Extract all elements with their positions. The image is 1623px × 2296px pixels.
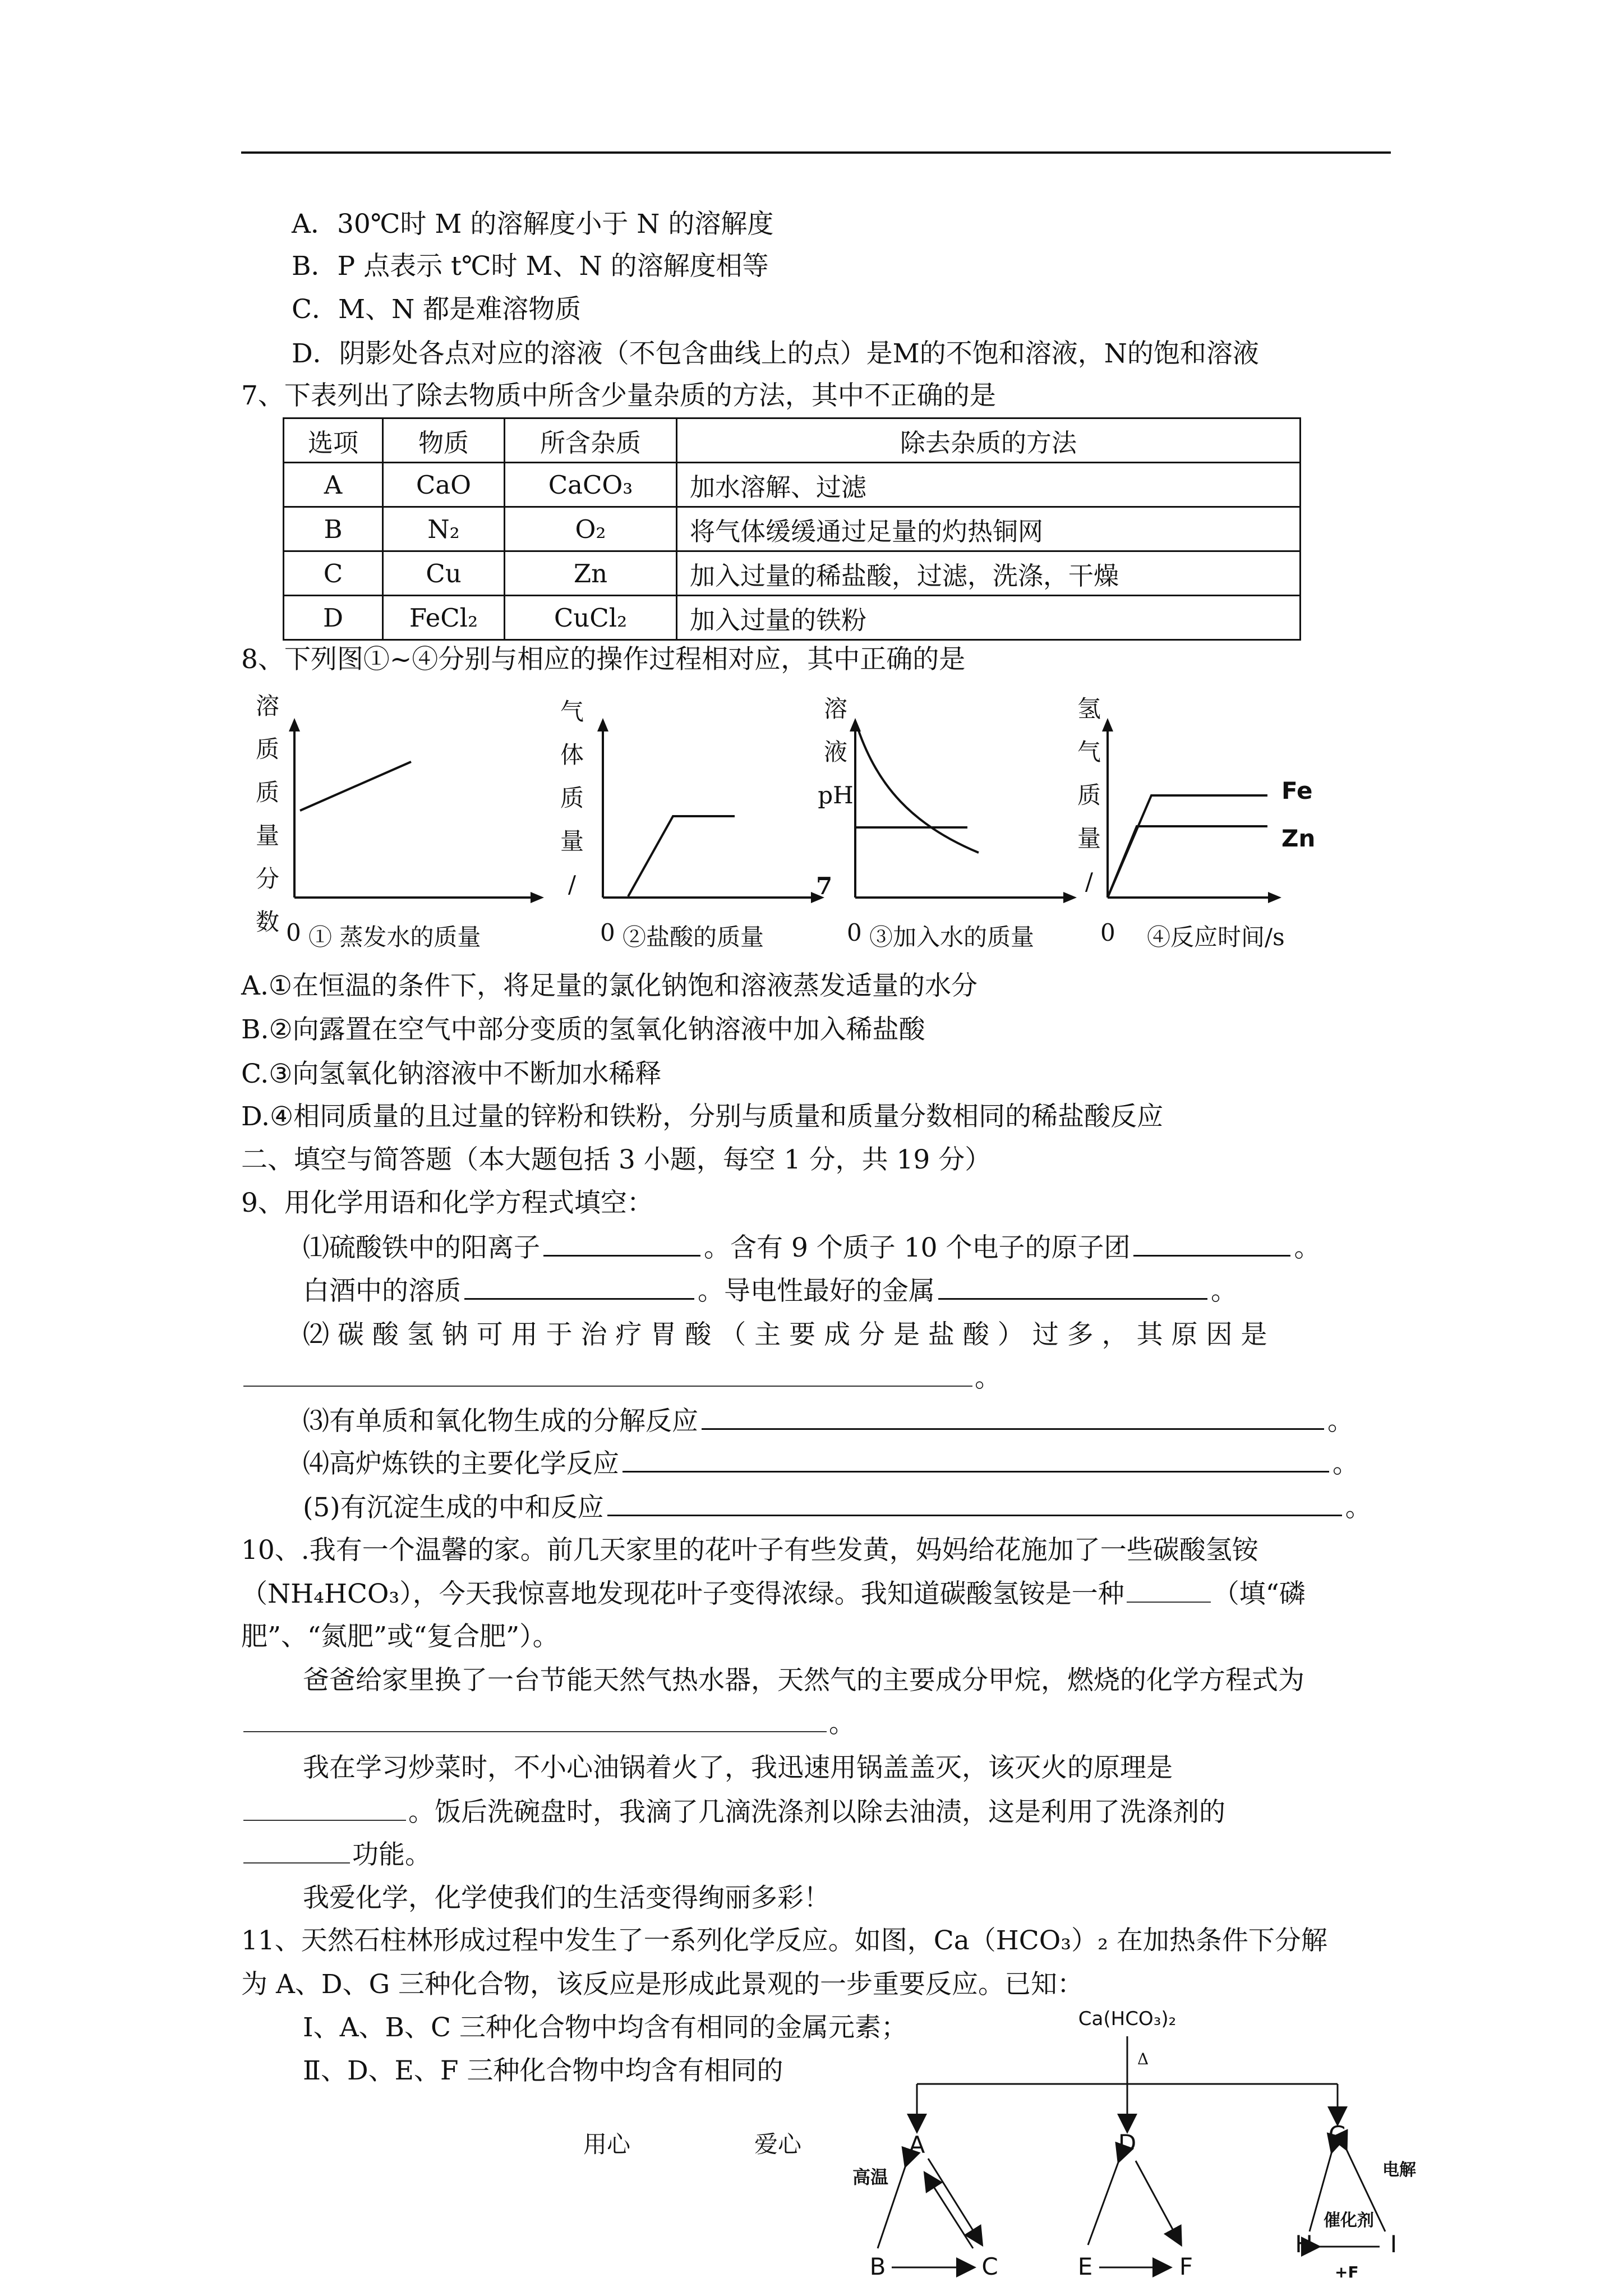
blank-neutralization[interactable]	[607, 1490, 1342, 1516]
graph2-origin: 0	[600, 919, 615, 946]
diagram-label-dianjie: 电解	[1382, 2160, 1416, 2180]
graph4-ylabel: 氢 气 质 量 /	[1077, 695, 1101, 895]
q10-line4: 爸爸给家里换了一台节能天然气热水器，天然气的主要成分甲烷，燃烧的化学方程式为	[303, 1665, 1304, 1696]
diagram-arrow-a-c	[928, 2159, 981, 2244]
header-substance: 物质	[383, 418, 505, 463]
header-impurity: 所含杂质	[505, 418, 677, 463]
graph2-curve	[628, 816, 735, 896]
graph2-ylabel: 气 体 质 量 /	[560, 698, 584, 898]
graph4-y-arrow-icon	[1102, 718, 1113, 731]
table-header-row	[284, 418, 1301, 463]
graph1-curve	[300, 762, 411, 811]
diagram-node-d: D	[1118, 2129, 1137, 2157]
diagram-node-b: B	[869, 2253, 886, 2280]
diagram-label-cuihuaji: 催化剂	[1324, 2211, 1374, 2230]
blank-extinguish[interactable]	[243, 1795, 406, 1821]
cell-substance: N₂	[383, 507, 505, 551]
graph4-series-fe: Fe	[1281, 777, 1313, 804]
diagram-top-compound: Ca(HCO₃)₂	[1078, 2008, 1177, 2030]
blank-decomposition[interactable]	[702, 1404, 1324, 1430]
table-row	[284, 463, 1301, 507]
q8-option-c: C.③向氢氧化钠溶液中不断加水稀释	[241, 1059, 662, 1089]
diagram-arrow-c-a	[925, 2174, 973, 2248]
cell-substance: CaO	[383, 463, 505, 507]
q8-option-a: A.①在恒温的条件下，将足量的氯化钠饱和溶液蒸发适量的水分	[241, 970, 978, 1001]
cell-method: 将气体缓缓通过足量的灼热铜网	[677, 507, 1301, 551]
q10-line8: 功能。	[241, 1838, 431, 1872]
blank-detergent[interactable]	[243, 1838, 350, 1864]
q10-line1: 10、.我有一个温馨的家。前几天家里的花叶子有些发黄，妈妈给花施加了一些碳酸氢铵	[241, 1535, 1258, 1566]
q10-line9: 我爱化学，化学使我们的生活变得绚丽多彩！	[303, 1883, 830, 1913]
cell-impurity: O₂	[505, 507, 677, 551]
diagram-node-i: I	[1390, 2230, 1398, 2258]
graph1-chart	[283, 718, 547, 909]
q6-option-a: A．30℃时 M 的溶解度小于 N 的溶解度	[292, 209, 774, 240]
graph3-chart	[844, 718, 1080, 909]
diagram-label-plus-f: +F	[1335, 2263, 1359, 2281]
graph4-fe-curve	[1108, 795, 1267, 898]
q9-line1: ⑴硫酸铁中的阳离子 。含有 9 个质子 10 个电子的原子团 。	[303, 1230, 1320, 1265]
q10-line6: 我在学习炒菜时，不小心油锅着火了，我迅速用锅盖盖灭，该灭火的原理是	[303, 1752, 1173, 1783]
blank-blast-furnace[interactable]	[623, 1446, 1329, 1473]
q10-line7: 。饭后洗碗盘时，我滴了几滴洗涤剂以除去油渍，这是利用了洗涤剂的	[241, 1795, 1225, 1829]
graph1-ylabel: 溶 质 质 量 分 数	[255, 692, 279, 936]
q10-line3: 肥”、“氮肥”或“复合肥”）。	[241, 1621, 559, 1652]
q8-stem: 8、下列图①~④分别与相应的操作过程相对应，其中正确的是	[241, 644, 966, 675]
q9-line3-answer: 。	[241, 1361, 1001, 1395]
graph3-tick-7: 7	[816, 872, 833, 900]
q8-option-d: D.④相同质量的且过量的锌粉和铁粉，分别与质量和质量分数相同的稀盐酸反应	[241, 1101, 1164, 1132]
diagram-node-c: C	[981, 2253, 998, 2280]
diagram-delta: Δ	[1137, 2050, 1149, 2068]
q9-stem: 9、用化学用语和化学方程式填空：	[241, 1188, 653, 1218]
graph3-ylabel: 溶 液 pH	[818, 695, 854, 809]
q6-option-c: C．M、N 都是难溶物质	[292, 294, 582, 325]
graph4-chart	[1096, 718, 1366, 909]
graph4-x-arrow-icon	[1268, 892, 1281, 903]
diagram-node-f: F	[1179, 2253, 1193, 2280]
cell-impurity: CuCl₂	[505, 596, 677, 640]
graph1-origin: 0	[286, 919, 301, 946]
q7-stem: 7、下表列出了除去物质中所含少量杂质的方法，其中不正确的是	[241, 380, 996, 411]
diagram-node-a: A	[909, 2131, 925, 2159]
q9-line2: 白酒中的溶质 。导电性最好的金属 。	[303, 1273, 1237, 1308]
diagram-arrow-e-d	[1088, 2161, 1119, 2245]
diagram-label-gaowen: 高温	[852, 2166, 889, 2188]
q9-line4: ⑶有单质和氧化物生成的分解反应 。	[303, 1404, 1354, 1438]
blank-fertilizer[interactable]	[1127, 1577, 1211, 1603]
blank-cation[interactable]	[543, 1230, 700, 1257]
graph2-chart	[592, 718, 827, 909]
q7-table	[283, 417, 1301, 641]
diagram-arrow-d-f	[1136, 2161, 1181, 2244]
footer-right: 爱心	[754, 2131, 802, 2158]
section2-heading: 二、填空与简答题（本大题包括 3 小题，每空 1 分，共 19 分）	[241, 1144, 992, 1175]
cell-option: A	[284, 463, 383, 507]
blank-solute[interactable]	[464, 1273, 694, 1300]
cell-method: 加入过量的稀盐酸，过滤，洗涤，干燥	[677, 551, 1301, 596]
graph3-curve	[858, 729, 979, 853]
header-rule	[241, 151, 1391, 154]
graph3-origin: 0	[847, 919, 862, 946]
graph1-x-arrow-icon	[531, 892, 544, 903]
q6-option-b: B．P 点表示 t℃时 M、N 的溶解度相等	[292, 251, 769, 282]
graph1-y-arrow-icon	[289, 718, 300, 731]
blank-best-conductor[interactable]	[938, 1273, 1207, 1300]
header-option: 选项	[284, 418, 383, 463]
cell-impurity: CaCO₃	[505, 463, 677, 507]
cell-method: 加水溶解、过滤	[677, 463, 1301, 507]
graph4-xlabel: ④反应时间/s	[1147, 923, 1285, 951]
graph2-y-arrow-icon	[597, 718, 608, 731]
header-method: 除去杂质的方法	[677, 418, 1301, 463]
q9-line5: ⑷高炉炼铁的主要化学反应 。	[303, 1446, 1359, 1481]
graph2-xlabel: ②盐酸的质量	[623, 923, 764, 951]
diagram-node-g: G	[1328, 2121, 1347, 2148]
blank-atomic-group[interactable]	[1133, 1230, 1290, 1257]
q9-line3: ⑵ 碳 酸 氢 钠 可 用 于 治 疗 胃 酸 （ 主 要 成 分 是 盐 酸 ） 过 多 ， 其 原 因 是	[303, 1319, 1267, 1350]
table-row	[284, 551, 1301, 596]
q8-option-b: B.②向露置在空气中部分变质的氢氧化钠溶液中加入稀盐酸	[241, 1014, 925, 1045]
blank-reason[interactable]	[243, 1361, 972, 1387]
q11-line3: Ⅰ、A、B、C 三种化合物中均含有相同的金属元素；	[303, 2012, 907, 2043]
cell-option: C	[284, 551, 383, 596]
q10-line5: 。	[241, 1706, 855, 1741]
cell-option: D	[284, 596, 383, 640]
q6-option-d: D．阴影处各点对应的溶液（不包含曲线上的点）是M的不饱和溶液，N的饱和溶液	[292, 338, 1259, 369]
footer-left: 用心	[583, 2131, 631, 2158]
cell-impurity: Zn	[505, 551, 677, 596]
graph1-xlabel: ① 蒸发水的质量	[308, 923, 481, 951]
q11-line2: 为 A、D、G 三种化合物，该反应是形成此景观的一步重要反应。已知：	[241, 1969, 1084, 2000]
blank-methane-equation[interactable]	[243, 1706, 827, 1732]
q10-line2: （NH₄HCO₃），今天我惊喜地发现花叶子变得浓绿。我知道碳酸氢铵是一种 （填“磷	[241, 1577, 1306, 1611]
q11-line1: 11、天然石柱林形成过程中发生了一系列化学反应。如图，Ca（HCO₃）₂ 在加热条件下分解	[241, 1925, 1327, 1956]
graph3-xlabel: ③加入水的质量	[869, 923, 1035, 951]
graph4-series-zn: Zn	[1281, 825, 1316, 852]
q9-line6: (5)有沉淀生成的中和反应 。	[303, 1490, 1372, 1525]
graph4-origin: 0	[1100, 919, 1115, 946]
diagram-node-h: H	[1295, 2230, 1313, 2258]
q11-line4: Ⅱ、D、E、F 三种化合物中均含有相同的	[303, 2055, 783, 2086]
graph4-zn-curve	[1108, 826, 1267, 898]
cell-method: 加入过量的铁粉	[677, 596, 1301, 640]
table-row	[284, 507, 1301, 551]
table-row	[284, 596, 1301, 640]
cell-substance: FeCl₂	[383, 596, 505, 640]
diagram-node-e: E	[1077, 2253, 1093, 2280]
cell-option: B	[284, 507, 383, 551]
cell-substance: Cu	[383, 551, 505, 596]
reaction-diagram	[830, 1980, 1441, 2283]
